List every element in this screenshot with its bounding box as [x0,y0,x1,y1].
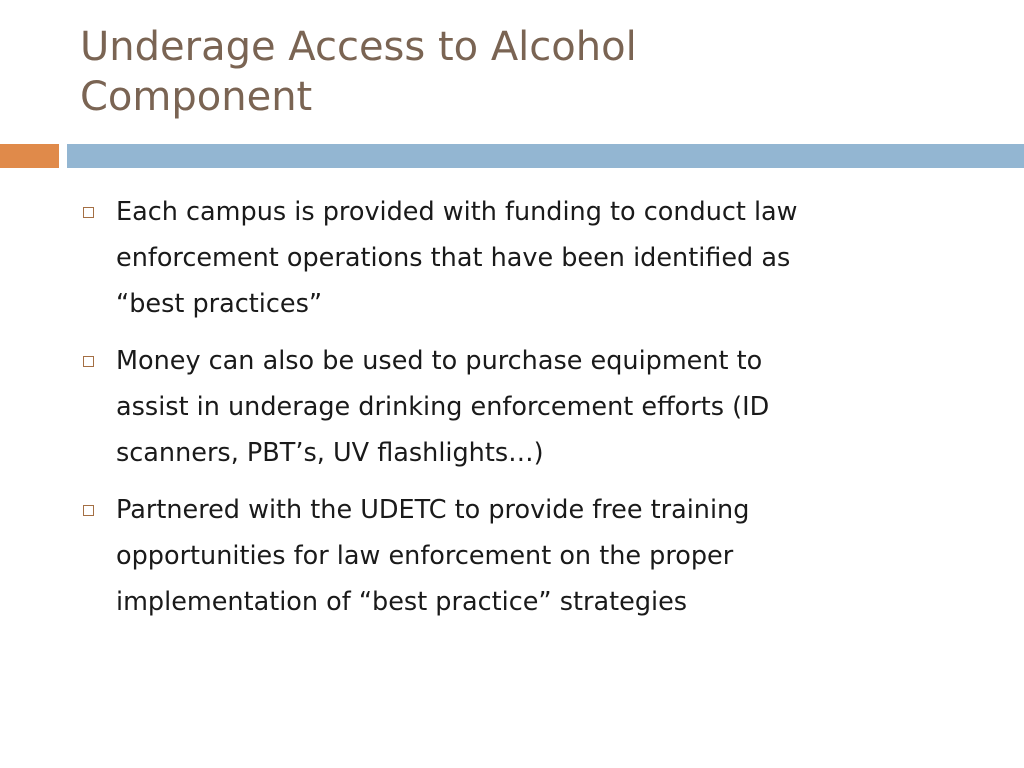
hollow-square-bullet-icon [83,356,94,367]
slide-title [80,22,980,122]
slide-title-line-1: Underage Access to Alcohol [80,24,637,70]
hollow-square-bullet-icon [83,207,94,218]
bullet-item-equipment [80,338,960,476]
accent-bar-orange [0,144,59,168]
bullet-text-line: assist in underage drinking enforcement efforts (ID [116,392,770,422]
bullet-text-line: Partnered with the UDETC to provide free training [116,495,750,525]
bullet-text-line: “best practices” [116,289,323,319]
bullet-text-line: Each campus is provided with funding to conduct law [116,197,798,227]
hollow-square-bullet-icon [83,505,94,516]
bullet-text-line: implementation of “best practice” strategies [116,587,688,617]
bullet-text-line: opportunities for law enforcement on the proper [116,541,734,571]
bullet-item-training [80,487,960,625]
slide-title-line-2: Component [80,74,313,120]
bullet-text-line: scanners, PBT’s, UV flashlights…) [116,438,544,468]
bullet-text-line: Money can also be used to purchase equipment to [116,346,763,376]
bullet-list [80,189,960,636]
bullet-text-line: enforcement operations that have been identified as [116,243,791,273]
bullet-item-funding [80,189,960,327]
accent-bar-blue [67,144,1024,168]
